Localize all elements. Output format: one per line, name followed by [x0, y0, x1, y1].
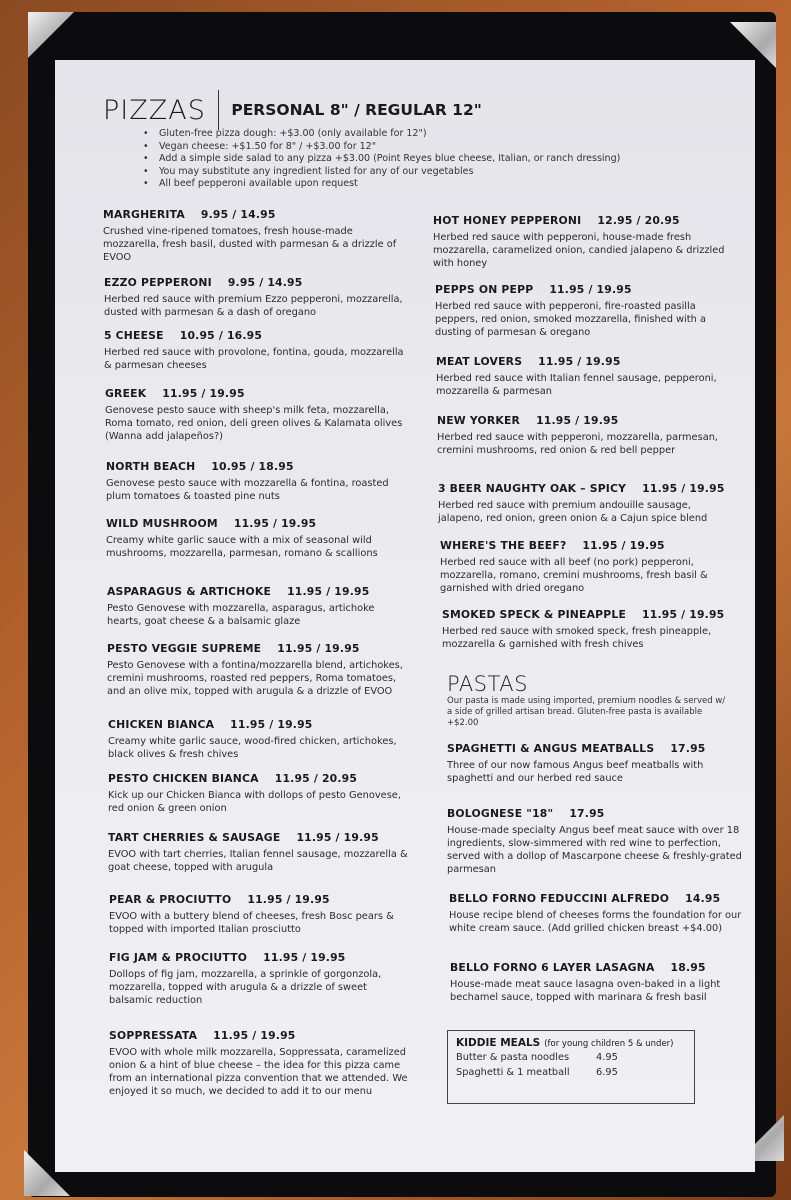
menu-item — [435, 283, 735, 339]
item-price: 11.95 / 19.95 — [233, 517, 317, 530]
item-price: 11.95 / 19.95 — [263, 951, 346, 964]
item-description: Herbed red sauce with smoked speck, fresh pineapple, mozzarella & garnished with fresh chives — [442, 626, 712, 650]
item-price: 17.95 — [670, 742, 706, 755]
item-price: 11.95 / 19.95 — [247, 893, 330, 906]
item-price: 11.95 / 20.95 — [274, 772, 358, 785]
item-price: 11.95 / 19.95 — [230, 718, 313, 731]
item-description: Herbed red sauce with premium Ezzo pepperoni, mozzarella, dusted with parmesan & a dash of oregano — [104, 294, 403, 318]
menu-item — [108, 772, 408, 815]
item-description: Creamy white garlic sauce, wood-fired chicken, artichokes, black olives & fresh chives — [108, 736, 397, 760]
pizza-sizes: PERSONAL 8" / REGULAR 12" — [231, 101, 482, 119]
menu-item — [447, 807, 747, 876]
menu-item — [103, 208, 403, 264]
pizza-notes — [143, 128, 620, 191]
menu-item — [109, 1029, 409, 1098]
menu-item — [107, 642, 407, 698]
item-price: 10.95 / 16.95 — [179, 329, 263, 342]
item-name: MEAT LOVERS — [436, 355, 523, 368]
item-name: FIG JAM & PROCIUTTO — [109, 951, 248, 964]
pastas-intro: Our pasta is made using imported, premium noodles & served w/ a side of grilled artisan bread. Gluten-free pasta is available +$2.00 — [447, 696, 726, 728]
item-price: 11.95 / 19.95 — [642, 482, 725, 495]
item-name: 3 BEER NAUGHTY OAK – SPICY — [438, 482, 627, 495]
item-description: Creamy white garlic sauce with a mix of seasonal wild mushrooms, mozzarella, parmesan, romano & scallions — [106, 535, 378, 559]
item-price: 11.95 / 19.95 — [162, 387, 245, 400]
kiddie-subtitle: (for young children 5 & under) — [544, 1039, 674, 1049]
menu-item — [105, 387, 405, 443]
item-name: BOLOGNESE "18" — [447, 807, 554, 820]
note: • You may substitute any ingredient listed for any of our vegetables — [143, 166, 620, 179]
note: • Add a simple side salad to any pizza +$3.00 (Point Reyes blue cheese, Italian, or ranch dressing) — [143, 153, 620, 166]
item-name: BELLO FORNO 6 LAYER LASAGNA — [450, 961, 655, 974]
menu-item — [437, 414, 737, 457]
item-name: Butter & pasta noodles — [456, 1052, 570, 1063]
item-price: 4.95 — [596, 1052, 618, 1063]
menu-item — [438, 482, 738, 525]
menu-item — [109, 893, 409, 936]
kiddie-title: KIDDIE MEALS — [456, 1037, 541, 1049]
menu-item — [106, 517, 406, 560]
item-name: HOT HONEY PEPPERONI — [433, 214, 582, 227]
item-description: EVOO with tart cherries, Italian fennel sausage, mozzarella & goat cheese, topped with arugula — [108, 849, 408, 873]
item-name: WHERE'S THE BEEF? — [440, 539, 567, 552]
menu-item — [433, 214, 733, 270]
menu-item — [104, 329, 404, 372]
item-name: 5 CHEESE — [104, 329, 164, 342]
item-price: 18.95 — [670, 961, 706, 974]
item-description: EVOO with whole milk mozzarella, Soppressata, caramelized onion & a hint of blue cheese – the idea for this pizza came from an international pizza convention that we attended. We enjoyed it so much, we decided to add it to our menu — [109, 1047, 408, 1097]
item-price: 11.95 / 19.95 — [277, 642, 360, 655]
menu-item — [109, 951, 409, 1007]
item-description: EVOO with a buttery blend of cheeses, fresh Bosc pears & topped with imported Italian prosciutto — [109, 911, 394, 935]
header-divider — [218, 90, 220, 130]
menu-item — [449, 892, 749, 935]
menu-item — [108, 718, 408, 761]
item-description: Herbed red sauce with pepperoni, house-made fresh mozzarella, caramelized onion, candied jalapeno & drizzled with honey — [433, 232, 725, 269]
item-name: SOPPRESSATA — [109, 1029, 198, 1042]
item-name: GREEK — [105, 387, 147, 400]
item-name: Spaghetti & 1 meatball — [456, 1067, 570, 1078]
item-description: Pesto Genovese with a fontina/mozzarella blend, artichokes, cremini mushrooms, roasted red peppers, Roma tomatoes, and an olive mix, topped with arugula & a drizzle of EVOO — [107, 660, 403, 697]
pastas-title: PASTAS — [447, 672, 528, 696]
menu-item — [440, 539, 740, 595]
menu-item — [104, 276, 404, 319]
menu-item — [436, 355, 736, 398]
item-description: Genovese pesto sauce with sheep's milk feta, mozzarella, Roma tomato, red onion, deli green olives & Kalamata olives (Wanna add jalapeños?) — [105, 405, 403, 442]
item-name: EZZO PEPPERONI — [104, 276, 212, 289]
item-name: TART CHERRIES & SAUSAGE — [108, 831, 281, 844]
item-name: CHICKEN BIANCA — [108, 718, 215, 731]
item-price: 11.95 / 19.95 — [642, 608, 725, 621]
item-description: Kick up our Chicken Bianca with dollops of pesto Genovese, red onion & green onion — [108, 790, 401, 814]
pizzas-title: PIZZAS — [103, 94, 206, 126]
item-price: 11.95 / 19.95 — [213, 1029, 296, 1042]
item-price: 6.95 — [596, 1067, 618, 1078]
item-price: 11.95 / 19.95 — [538, 355, 621, 368]
item-price: 17.95 — [569, 807, 605, 820]
item-name: WILD MUSHROOM — [106, 517, 218, 530]
note: • Gluten-free pizza dough: +$3.00 (only available for 12") — [143, 128, 620, 141]
item-name: NORTH BEACH — [106, 460, 196, 473]
item-name: SPAGHETTI & ANGUS MEATBALLS — [447, 742, 655, 755]
item-price: 11.95 / 19.95 — [549, 283, 632, 296]
item-price: 9.95 / 14.95 — [200, 208, 276, 221]
item-price: 10.95 / 18.95 — [211, 460, 294, 473]
item-description: House-made meat sauce lasagna oven-baked in a light bechamel sauce, topped with marinara & fresh basil — [450, 979, 721, 1003]
note: • Vegan cheese: +$1.50 for 8" / +$3.00 for 12" — [143, 141, 620, 154]
item-description: Herbed red sauce with pepperoni, fire-roasted pasilla peppers, red onion, smoked mozzarella, finished with a dusting of parmesan & oregano — [435, 301, 706, 338]
kiddie-meals-box — [447, 1030, 695, 1104]
item-price: 11.95 / 19.95 — [296, 831, 379, 844]
item-price: 9.95 / 14.95 — [227, 276, 303, 289]
item-description: Herbed red sauce with premium andouille sausage, jalapeno, red onion, green onion & a Cajun spice blend — [438, 500, 708, 524]
item-description: House recipe blend of cheeses forms the foundation for our white cream sauce. (Add grilled chicken breast +$4.00) — [449, 910, 742, 934]
kiddie-item — [456, 1066, 686, 1079]
item-description: Genovese pesto sauce with mozzarella & fontina, roasted plum tomatoes & toasted pine nuts — [106, 478, 389, 502]
item-description: Herbed red sauce with Italian fennel sausage, pepperoni, mozzarella & parmesan — [436, 373, 717, 397]
item-price: 11.95 / 19.95 — [536, 414, 619, 427]
item-description: Herbed red sauce with pepperoni, mozzarella, parmesan, cremini mushrooms, red onion & red bell pepper — [437, 432, 719, 456]
item-price: 11.95 / 19.95 — [582, 539, 665, 552]
menu-item — [450, 961, 750, 1004]
item-name: PEAR & PROCIUTTO — [109, 893, 232, 906]
item-description: Herbed red sauce with all beef (no pork) pepperoni, mozzarella, romano, cremini mushrooms, fresh basil & garnished with dried oregano — [440, 557, 708, 594]
menu-item — [106, 460, 406, 503]
menu-page — [55, 60, 755, 1172]
kiddie-item — [456, 1051, 686, 1064]
menu-item — [447, 742, 747, 785]
item-name: BELLO FORNO FEDUCCINI ALFREDO — [449, 892, 670, 905]
item-price: 14.95 — [685, 892, 721, 905]
item-name: NEW YORKER — [437, 414, 521, 427]
item-name: PESTO VEGGIE SUPREME — [107, 642, 262, 655]
item-price: 12.95 / 20.95 — [597, 214, 680, 227]
item-description: Herbed red sauce with provolone, fontina, gouda, mozzarella & parmesan cheeses — [104, 347, 404, 371]
item-name: SMOKED SPECK & PINEAPPLE — [442, 608, 627, 621]
item-description: Pesto Genovese with mozzarella, asparagus, artichoke hearts, goat cheese & a balsamic glaze — [107, 603, 375, 627]
note: • All beef pepperoni available upon request — [143, 178, 620, 191]
item-name: PESTO CHICKEN BIANCA — [108, 772, 259, 785]
item-description: House-made specialty Angus beef meat sauce with over 18 ingredients, slow-simmered with red wine to perfection, served with a dollop of Mascarpone cheese & freshly-grated parmesan — [447, 825, 742, 875]
item-description: Dollops of fig jam, mozzarella, a sprinkle of gorgonzola, mozzarella, topped with arugula & a drizzle of sweet balsamic reduction — [109, 969, 382, 1006]
menu-item — [108, 831, 408, 874]
item-name: PEPPS ON PEPP — [435, 283, 534, 296]
item-price: 11.95 / 19.95 — [287, 585, 370, 598]
item-name: ASPARAGUS & ARTICHOKE — [107, 585, 272, 598]
menu-header — [103, 90, 482, 130]
menu-item — [442, 608, 742, 651]
item-description: Three of our now famous Angus beef meatballs with spaghetti and our herbed red sauce — [447, 760, 704, 784]
menu-item — [107, 585, 407, 628]
item-name: MARGHERITA — [103, 208, 185, 221]
item-description: Crushed vine-ripened tomatoes, fresh house-made mozzarella, fresh basil, dusted with parmesan & a drizzle of EVOO — [103, 226, 397, 263]
